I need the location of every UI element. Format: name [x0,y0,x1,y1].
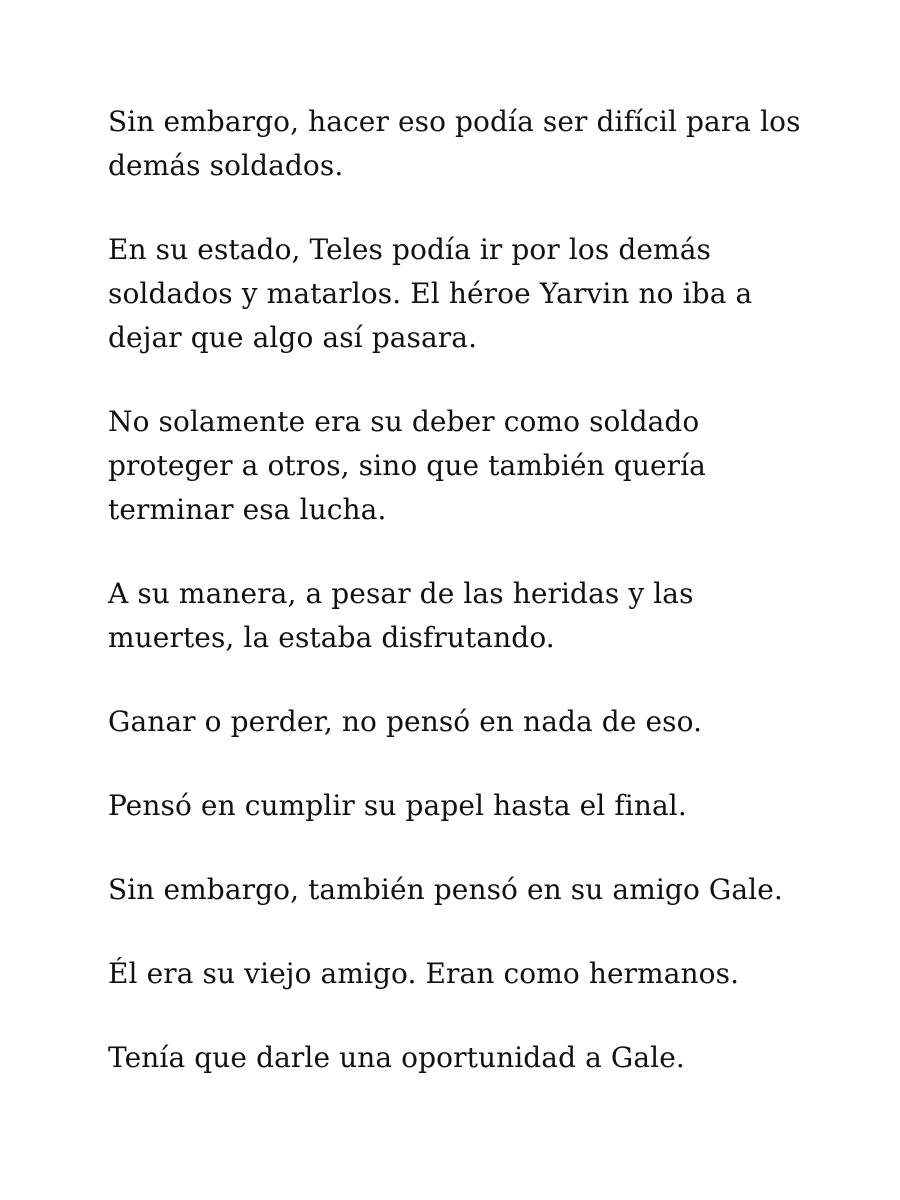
paragraph: En su estado, Teles podía ir por los demás soldados y matarlos. El héroe Yarvin no iba a dejar que algo así pasara. [108,233,753,354]
paragraph: Pensó en cumplir su papel hasta el final. [108,789,687,822]
paragraph: No solamente era su deber como soldado proteger a otros, sino que también quería terminar esa lucha. [108,405,706,526]
paragraph: Él era su viejo amigo. Eran como hermanos. [108,957,740,990]
paragraph: Sin embargo, hacer eso podía ser difícil para los demás soldados. [108,105,801,182]
paragraph: A su manera, a pesar de las heridas y las muertes, la estaba disfrutando. [108,577,694,654]
document-page [108,100,808,1120]
paragraph: Tenía que darle una oportunidad a Gale. [108,1041,685,1074]
paragraph: Sin embargo, también pensó en su amigo Gale. [108,873,783,906]
paragraph: Ganar o perder, no pensó en nada de eso. [108,705,703,738]
